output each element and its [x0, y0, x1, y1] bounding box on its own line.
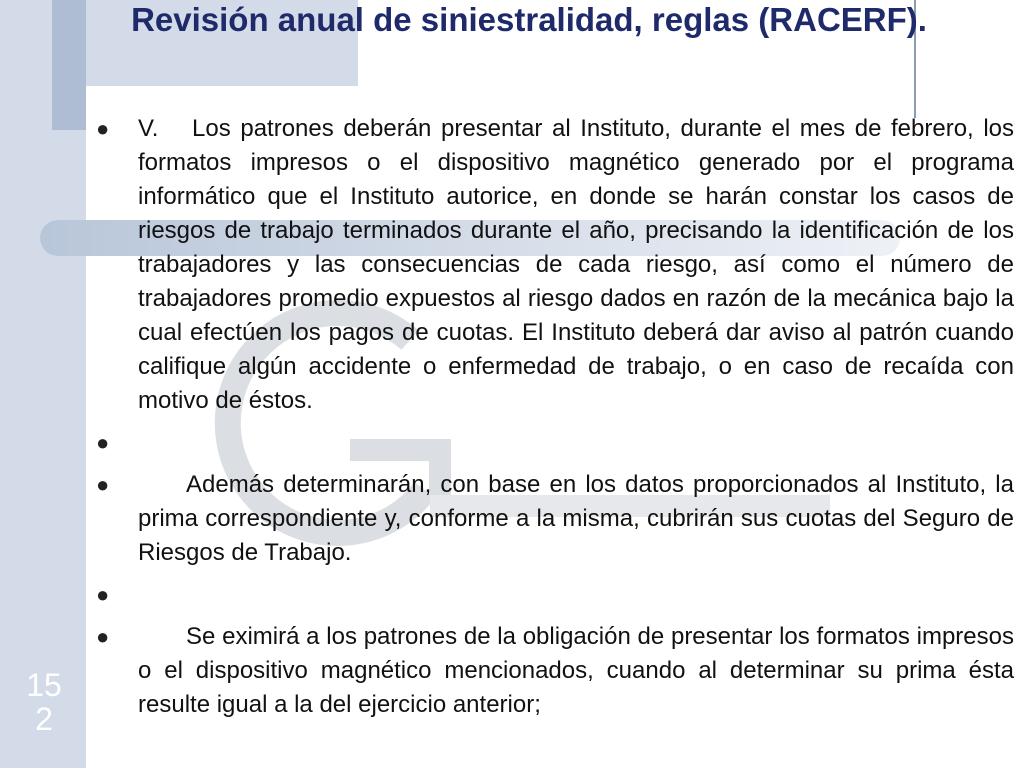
slide-title: Revisión anual de siniestralidad, reglas (RACERF). [131, 1, 927, 38]
slide-number-line1: 15 [26, 667, 62, 703]
bullet-dot-icon: ● [96, 624, 110, 649]
left-decor-bar [52, 0, 86, 130]
bullet-item-empty [92, 418, 1014, 468]
bullet-text: V. Los patrones deberán presentar al Instituto, durante el mes de febrero, los formatos impresos o el dispositivo magnético generado por el programa informático que el Instituto autorice, en donde se harán constar los casos de riesgos de trabajo terminados durante el año, precisando la identificación de los trabajadores y las consecuencias de cada riesgo, así como el número de trabajadores promedio expuestos al riesgo dados en razón de la mecánica bajo la cual efectúen los pagos de cuotas. El Instituto deberá dar aviso al patrón cuando califique algún accidente o enfermedad de trabajo, o en caso de recaída con motivo de éstos. [138, 115, 1014, 414]
bullet-list [92, 112, 1014, 722]
slide-number [14, 668, 74, 736]
bullet-dot-icon: ● [96, 582, 110, 607]
bullet-item-empty [92, 570, 1014, 620]
bullet-text: Se eximirá a los patrones de la obligación de presentar los formatos impresos o el dispositivo magnético mencionados, cuando al determinar su prima ésta resulte igual a la del ejercicio anterior; [138, 623, 1014, 718]
slide-number-line2: 2 [35, 701, 53, 737]
bullet-dot-icon: ● [96, 472, 110, 497]
bullet-item [92, 112, 1014, 418]
bullet-text: Además determinarán, con base en los datos proporcionados al Instituto, la prima correspondiente y, conforme a la misma, cubrirán sus cuotas del Seguro de Riesgos de Trabajo. [138, 471, 1014, 566]
bullet-dot-icon: ● [96, 430, 110, 455]
bullet-item [92, 468, 1014, 570]
bullet-dot-icon: ● [96, 116, 110, 141]
bullet-item [92, 620, 1014, 722]
